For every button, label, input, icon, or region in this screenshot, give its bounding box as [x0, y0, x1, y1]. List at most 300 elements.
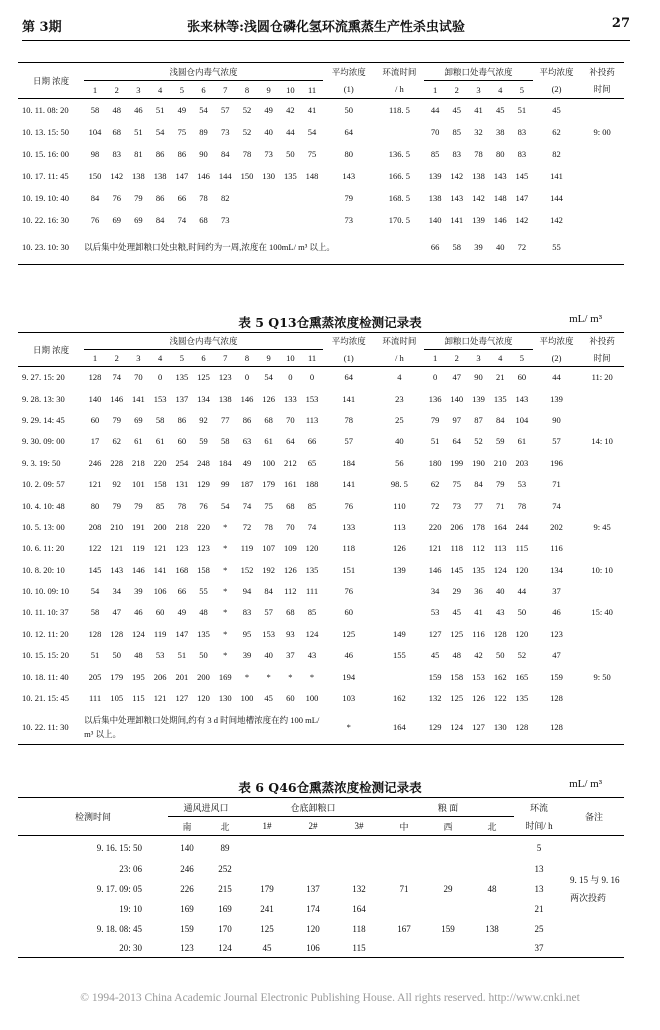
bin-concentration: 50: [286, 148, 295, 159]
bin-position-number: 11: [301, 81, 323, 99]
unload-concentration: 59: [495, 436, 505, 447]
supplement-time: [580, 388, 624, 409]
bin-concentration: 37: [286, 650, 295, 661]
header-rule: [22, 40, 630, 41]
circulation-time: 98. 5: [390, 479, 408, 490]
unload-concentration: 84: [495, 414, 505, 425]
unload-concentration: 0: [432, 372, 438, 383]
bin-concentration: 128: [88, 372, 102, 383]
bin-concentration: 208: [88, 521, 102, 532]
col-supp-header: 补投药: [580, 333, 624, 350]
avg-concentration-1: 125: [342, 628, 356, 639]
unload-concentration: 142: [450, 170, 464, 181]
bin-concentration: 75: [307, 148, 317, 159]
bin-concentration: 152: [240, 564, 254, 575]
avg-concentration-2: 37: [552, 586, 561, 597]
bin-concentration: 85: [307, 607, 317, 618]
supplement-time: 11: 20: [591, 372, 613, 383]
unload-concentration: 51: [430, 436, 440, 447]
unload-concentration: 79: [495, 479, 505, 490]
bin-concentration: 57: [264, 607, 273, 618]
bin-concentration: 83: [242, 607, 252, 618]
bottom-outlet-header: 3#: [336, 817, 382, 836]
concentration-value: [470, 860, 514, 878]
bin-concentration: 84: [155, 214, 165, 225]
bin-concentration: 93: [286, 628, 295, 639]
unload-concentration: 143: [515, 393, 529, 404]
bin-concentration: 69: [134, 414, 143, 425]
bin-concentration: 44: [286, 126, 295, 137]
page-number: 27: [611, 16, 630, 31]
supplement-time: [580, 165, 624, 187]
concentration-value: 226: [180, 883, 194, 894]
col-date-header: 日期 浓度: [18, 63, 84, 99]
unload-concentration: 78: [474, 148, 483, 159]
avg-concentration-1: 57: [344, 436, 353, 447]
unload-concentration: 84: [474, 479, 483, 490]
concentration-value: [470, 940, 514, 958]
bin-concentration: 119: [240, 543, 254, 554]
unload-concentration: 138: [428, 192, 442, 203]
avg-concentration-2: 139: [550, 393, 563, 404]
unload-concentration: 32: [474, 126, 483, 137]
unload-concentration: 77: [474, 500, 483, 511]
bin-concentration: 150: [240, 170, 254, 181]
circulation-time: 149: [393, 628, 406, 639]
bin-position-number: 5: [171, 350, 193, 367]
bin-concentration: 119: [132, 543, 145, 554]
unload-concentration: 43: [495, 607, 505, 618]
bin-concentration: 51: [90, 650, 100, 661]
bin-concentration: 54: [199, 104, 208, 115]
circulation-time: [375, 121, 425, 143]
bin-concentration: 98: [90, 148, 100, 159]
group-bin-header: 浅圆仓内毒气浓度: [84, 63, 323, 81]
bin-concentration: 123: [175, 543, 189, 554]
bin-concentration: 104: [88, 126, 102, 137]
bin-concentration: 55: [199, 586, 208, 597]
bin-concentration: 34: [112, 586, 121, 597]
bin-concentration: 138: [153, 170, 167, 181]
bin-concentration: 100: [262, 457, 276, 468]
circulation-time: 56: [395, 457, 404, 468]
bin-concentration: 40: [264, 650, 273, 661]
row-date: 10. 15. 15: 20: [22, 650, 69, 661]
bin-position-number: 6: [193, 81, 215, 99]
bin-concentration: 68: [286, 500, 295, 511]
bin-concentration: 147: [175, 628, 189, 639]
vent-direction-header: 北: [206, 817, 244, 836]
unload-concentration: 136: [428, 393, 442, 404]
bin-concentration: 49: [264, 104, 273, 115]
unload-concentration: 146: [428, 564, 442, 575]
bin-concentration: 46: [134, 607, 143, 618]
bin-concentration: [301, 209, 323, 231]
concentration-value: [336, 836, 382, 860]
concentration-value: 89: [220, 842, 230, 853]
bin-concentration: 126: [262, 393, 276, 404]
col-circ-sub: 时间/ h: [514, 817, 564, 836]
col-supp-header: 补投药: [580, 63, 624, 81]
bin-concentration: 81: [134, 148, 143, 159]
col-supp-sub: 时间: [580, 350, 624, 367]
table-row: [18, 187, 624, 209]
page-header: [22, 10, 630, 40]
unload-concentration: 180: [428, 457, 442, 468]
row-date: 10. 22. 16: 30: [22, 214, 69, 225]
concentration-value: 159: [441, 923, 455, 934]
supplement-time: [580, 538, 624, 559]
unload-concentration: 145: [515, 170, 529, 181]
unload-concentration: 45: [430, 650, 440, 661]
row-note: 以后集中处理卸粮口处虫粮,时间约为一周,浓度在 100mL/ m³ 以上。: [84, 231, 374, 265]
circulation-time: [375, 580, 425, 601]
concentration-value: 71: [399, 883, 409, 894]
unload-concentration: 138: [472, 170, 485, 181]
vent-direction-header: 南: [168, 817, 206, 836]
bin-concentration: 158: [153, 479, 167, 490]
bin-concentration: 73: [220, 214, 230, 225]
table-row: [18, 580, 624, 601]
bin-concentration: 218: [132, 457, 145, 468]
unload-concentration: 178: [472, 521, 485, 532]
table-row: [18, 900, 624, 918]
concentration-value: 115: [336, 940, 382, 958]
unload-concentration: 40: [489, 231, 511, 265]
bin-concentration: 105: [110, 693, 124, 704]
bin-concentration: 124: [305, 628, 319, 639]
concentration-value: 169: [218, 903, 232, 914]
table-row: [18, 143, 624, 165]
bin-concentration: 123: [197, 543, 210, 554]
bin-concentration: 201: [175, 671, 189, 682]
bin-concentration: 0: [158, 372, 163, 383]
group-vent-header: 通风进风口: [168, 798, 244, 817]
table-row: [18, 836, 624, 860]
bin-concentration: 47: [112, 607, 121, 618]
unload-concentration: 29: [452, 586, 462, 597]
bin-concentration: *: [223, 628, 228, 639]
bin-concentration: *: [309, 671, 315, 682]
unload-concentration: 145: [450, 564, 464, 575]
bin-concentration: 137: [175, 393, 189, 404]
concentration-value: [290, 860, 336, 878]
table-row-note: [18, 709, 624, 745]
unload-concentration: 112: [472, 543, 485, 554]
unload-concentration: 139: [428, 170, 442, 181]
bin-concentration: 85: [155, 500, 165, 511]
unload-concentration: 71: [495, 500, 505, 511]
table-row: [18, 623, 624, 644]
bin-position-number: 1: [84, 81, 106, 99]
table-row: [18, 165, 624, 187]
detect-time: 20: 30: [18, 940, 168, 958]
bin-concentration: 122: [88, 543, 102, 554]
avg-concentration-2: 128: [533, 709, 581, 745]
concentration-value: 106: [290, 940, 336, 958]
avg-concentration-2: 46: [552, 607, 561, 618]
table-row: [18, 452, 624, 473]
bin-concentration: 85: [307, 500, 317, 511]
avg-concentration-1: *: [323, 709, 375, 745]
unload-concentration: 139: [472, 393, 485, 404]
bin-concentration: 111: [305, 586, 319, 597]
unload-concentration: 113: [493, 543, 507, 554]
bin-position-number: 8: [236, 350, 258, 367]
unload-concentration: 72: [430, 500, 440, 511]
unload-concentration: 58: [446, 231, 468, 265]
circulation-time: 168. 5: [388, 192, 411, 203]
table6-unit: mL/ m³: [569, 778, 602, 790]
unload-concentration: 80: [495, 148, 505, 159]
bin-concentration: 153: [262, 628, 276, 639]
avg-concentration-1: 76: [344, 500, 353, 511]
circulation-time: [375, 666, 425, 687]
concentration-value: 179: [260, 883, 274, 894]
running-title: 张来林等:浅圆仓磷化氢环流熏蒸生产性杀虫试验: [187, 20, 465, 35]
group-unload-header: 卸粮口处毒气浓度: [424, 333, 533, 350]
bin-concentration: 187: [240, 479, 254, 490]
bin-concentration: 69: [134, 214, 143, 225]
col-circ-header: 环流: [514, 798, 564, 817]
avg-concentration-2: 55: [533, 231, 581, 265]
bin-concentration: 130: [262, 170, 276, 181]
supplement-time: [580, 143, 624, 165]
supplement-time: 14: 10: [591, 436, 613, 447]
avg-concentration-2: 44: [552, 372, 561, 383]
row-date: 10. 11. 10: 37: [22, 607, 69, 618]
unload-concentration: 142: [515, 214, 529, 225]
unload-concentration: 50: [495, 650, 505, 661]
bin-concentration: 66: [307, 436, 317, 447]
bin-concentration: 54: [307, 126, 317, 137]
bin-concentration: 45: [264, 693, 273, 704]
col-time-header: 环流时间: [375, 63, 425, 81]
unload-concentration: 62: [430, 479, 440, 490]
unload-concentration: 203: [515, 457, 529, 468]
bin-concentration: 49: [177, 607, 187, 618]
bin-concentration: [236, 187, 258, 209]
concentration-value: 138: [485, 923, 499, 934]
bin-concentration: 57: [220, 104, 230, 115]
empty-cell: [580, 231, 624, 265]
supplement-time: [580, 99, 624, 121]
row-date: 10. 4. 10: 48: [22, 500, 65, 511]
bin-concentration: 195: [132, 671, 145, 682]
concentration-value: 140: [180, 842, 194, 853]
unload-concentration: 116: [472, 628, 485, 639]
table-row: [18, 409, 624, 430]
bin-concentration: 69: [112, 214, 121, 225]
unload-concentration: 122: [493, 693, 507, 704]
row-date: 9. 27. 15: 20: [22, 372, 65, 383]
bin-concentration: *: [244, 671, 250, 682]
bin-concentration: 144: [218, 170, 232, 181]
bin-concentration: 76: [90, 214, 100, 225]
unload-concentration: 130: [489, 709, 511, 745]
bin-concentration: 147: [175, 170, 189, 181]
unload-position-number: 1: [424, 81, 446, 99]
avg-concentration-1: 143: [342, 170, 356, 181]
unload-concentration: 125: [450, 628, 464, 639]
bin-concentration: 220: [153, 457, 167, 468]
avg-concentration-1: 78: [344, 414, 353, 425]
unload-concentration: 128: [493, 628, 507, 639]
bin-concentration: 79: [134, 500, 143, 511]
bin-position-number: 4: [149, 350, 171, 367]
concentration-value: 246: [180, 863, 194, 874]
bin-concentration: 74: [307, 521, 317, 532]
bin-concentration: 46: [134, 104, 143, 115]
avg-concentration-2: 196: [550, 457, 563, 468]
unload-concentration: 147: [515, 192, 529, 203]
bin-concentration: 119: [153, 628, 167, 639]
surface-position-header: 中: [382, 817, 426, 836]
supplement-time: [580, 645, 624, 666]
bin-position-number: 4: [149, 81, 171, 99]
unload-concentration: 34: [430, 586, 440, 597]
bin-position-number: 10: [280, 350, 302, 367]
unload-position-number: 2: [446, 81, 468, 99]
supplement-time: [580, 623, 624, 644]
bin-position-number: 3: [128, 350, 150, 367]
table-row: [18, 209, 624, 231]
concentration-value: 132: [352, 883, 366, 894]
bin-concentration: 76: [199, 500, 208, 511]
unload-concentration: 165: [515, 671, 529, 682]
table-5: [18, 332, 624, 745]
bin-concentration: 0: [288, 372, 293, 383]
avg-concentration-2: 159: [550, 671, 563, 682]
bin-concentration: 48: [199, 607, 208, 618]
supplement-time: 9: 50: [593, 671, 611, 682]
bin-concentration: *: [223, 607, 228, 618]
avg-concentration-2: 141: [550, 170, 563, 181]
bin-concentration: 86: [242, 414, 252, 425]
bin-position-number: 11: [301, 350, 323, 367]
unload-concentration: 127: [468, 709, 490, 745]
bin-concentration: 134: [197, 393, 210, 404]
bin-concentration: 179: [110, 671, 124, 682]
avg-concentration-1: 133: [342, 521, 356, 532]
bin-concentration: 146: [240, 393, 254, 404]
table5-unit: mL/ m³: [569, 313, 602, 325]
unload-concentration: 51: [517, 104, 527, 115]
unload-concentration: 115: [515, 543, 529, 554]
bin-concentration: 112: [284, 586, 297, 597]
bin-concentration: [258, 187, 280, 209]
bin-concentration: 205: [88, 671, 102, 682]
concentration-value: [426, 900, 470, 918]
bin-concentration: 75: [177, 126, 187, 137]
unload-concentration: 73: [452, 500, 462, 511]
unload-concentration: 79: [430, 414, 440, 425]
bin-position-number: 9: [258, 350, 280, 367]
col-time-header: 环流时间: [375, 333, 425, 350]
concentration-value: 124: [206, 940, 244, 958]
avg-concentration-1: 141: [342, 393, 356, 404]
avg-concentration-1: 184: [342, 457, 356, 468]
bin-concentration: 115: [132, 693, 145, 704]
bin-concentration: 133: [283, 393, 297, 404]
bin-concentration: 106: [153, 586, 167, 597]
col-note-header: 备注: [564, 798, 624, 836]
bottom-outlet-header: 2#: [290, 817, 336, 836]
bin-concentration: 206: [153, 671, 167, 682]
avg-concentration-1: 141: [342, 479, 356, 490]
supplement-time: [580, 687, 624, 708]
concentration-value: [426, 940, 470, 958]
bin-concentration: 78: [242, 148, 252, 159]
supplement-time: [580, 495, 624, 516]
table-row: [18, 516, 624, 537]
bin-concentration: 74: [112, 372, 121, 383]
table-row: [18, 473, 624, 494]
group-unload-header: 卸粮口处毒气浓度: [424, 63, 533, 81]
concentration-value: 169: [180, 903, 194, 914]
concentration-value: [382, 900, 426, 918]
supplement-time: 10: 10: [591, 564, 613, 575]
col-avg2-header: 平均浓度: [533, 63, 581, 81]
table-row: [18, 495, 624, 516]
bin-concentration: 121: [153, 543, 167, 554]
bin-concentration: 123: [218, 372, 232, 383]
bin-concentration: 200: [153, 521, 167, 532]
unload-concentration: 118: [450, 543, 463, 554]
unload-concentration: 45: [452, 607, 462, 618]
bin-concentration: 188: [305, 479, 319, 490]
table-6: [18, 797, 624, 958]
unload-concentration: 53: [517, 479, 527, 490]
bin-concentration: 128: [110, 628, 124, 639]
unload-concentration: 41: [474, 104, 483, 115]
bin-concentration: 86: [177, 148, 187, 159]
bin-concentration: 52: [242, 104, 252, 115]
bin-concentration: 126: [283, 564, 297, 575]
bin-position-number: 3: [128, 81, 150, 99]
row-date: 10. 17. 11: 45: [22, 170, 69, 181]
supplement-time: [580, 409, 624, 430]
unload-concentration: 90: [474, 372, 483, 383]
circulation-time: [375, 602, 425, 623]
table-row: [18, 687, 624, 708]
unload-concentration: 140: [450, 393, 464, 404]
avg-concentration-1: 73: [344, 214, 353, 225]
unload-concentration: 126: [472, 693, 485, 704]
concentration-value: [382, 860, 426, 878]
bin-concentration: 141: [153, 564, 167, 575]
bin-concentration: 63: [242, 436, 252, 447]
avg-concentration-1: 64: [344, 372, 353, 383]
row-date: 10. 18. 11: 40: [22, 671, 69, 682]
bin-concentration: 169: [218, 671, 232, 682]
bin-concentration: 92: [112, 479, 121, 490]
group-bottom-header: 仓底卸粮口: [244, 798, 382, 817]
unload-concentration: 127: [428, 628, 442, 639]
table-row: [18, 645, 624, 666]
concentration-value: 29: [443, 883, 453, 894]
surface-position-header: 北: [470, 817, 514, 836]
bin-concentration: 58: [90, 607, 100, 618]
col-avg1-header: 平均浓度: [323, 333, 375, 350]
supplement-time: [580, 580, 624, 601]
row-date: 9. 3. 19: 50: [22, 457, 61, 468]
bin-concentration: 73: [264, 148, 273, 159]
bin-concentration: 120: [305, 543, 319, 554]
unload-concentration: 78: [517, 500, 527, 511]
bin-concentration: 40: [264, 126, 273, 137]
bin-concentration: 51: [177, 650, 187, 661]
